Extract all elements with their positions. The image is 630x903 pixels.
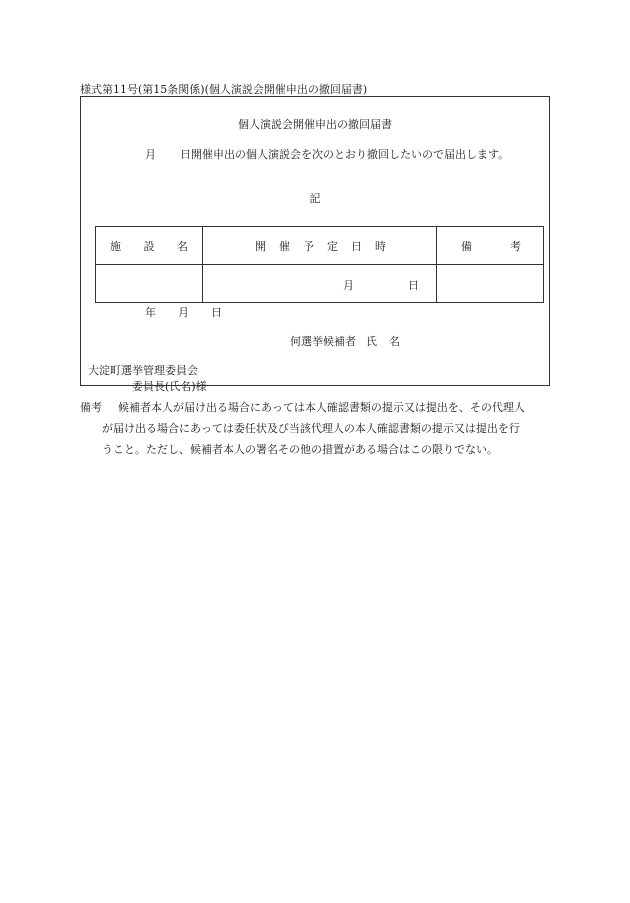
- date-year: 年: [145, 306, 156, 319]
- addressee-chair: 委員長(氏名)様: [132, 380, 207, 393]
- table-row: [96, 265, 544, 303]
- event-table: [95, 226, 544, 303]
- ki-mark: 記: [309, 192, 321, 205]
- candidate-name-b: 名: [389, 335, 400, 348]
- document-title: 個人演説会開催申出の撤回届書: [238, 118, 392, 131]
- date-day: 日: [211, 306, 222, 319]
- header-schedule: 開 催 予 定 日 時: [203, 227, 437, 265]
- header-facility: 施 設 名: [96, 227, 203, 265]
- intro-month: 月: [145, 148, 156, 161]
- remarks-note: [80, 397, 565, 460]
- candidate-line: [290, 333, 400, 349]
- remarks-line-2: が届け出る場合にあっては委任状及び当該代理人の本人確認書類の提示又は提出を行: [102, 422, 520, 435]
- table-header-row: [96, 227, 544, 265]
- schedule-month: 月: [343, 279, 354, 292]
- intro-line: [145, 146, 509, 162]
- remarks-line-3: うこと。ただし、候補者本人の署名その他の措置がある場合はこの限りでない。: [102, 443, 498, 456]
- date-month: 月: [178, 306, 189, 319]
- facility-cell[interactable]: [96, 265, 203, 303]
- candidate-label: 何選挙候補者: [290, 335, 356, 348]
- remarks-label: 備考: [80, 401, 102, 414]
- schedule-day: 日: [408, 279, 419, 292]
- schedule-cell[interactable]: [203, 265, 437, 303]
- candidate-name-a: 氏: [366, 335, 377, 348]
- addressee-committee: 大淀町選挙管理委員会: [88, 364, 198, 377]
- intro-text: 日開催申出の個人演説会を次のとおり撤回したいので届出します。: [180, 148, 510, 161]
- remarks-line-1: 備考 候補者本人が届け出る場合にあっては本人確認書類の提示又は提出を、その代理人: [80, 397, 565, 418]
- header-remarks: 備 考: [437, 227, 544, 265]
- form-label: 様式第11号(第15条関係)(個人演説会開催申出の撤回届書): [80, 83, 368, 96]
- remarks-cell[interactable]: [437, 265, 544, 303]
- date-line: [145, 304, 222, 320]
